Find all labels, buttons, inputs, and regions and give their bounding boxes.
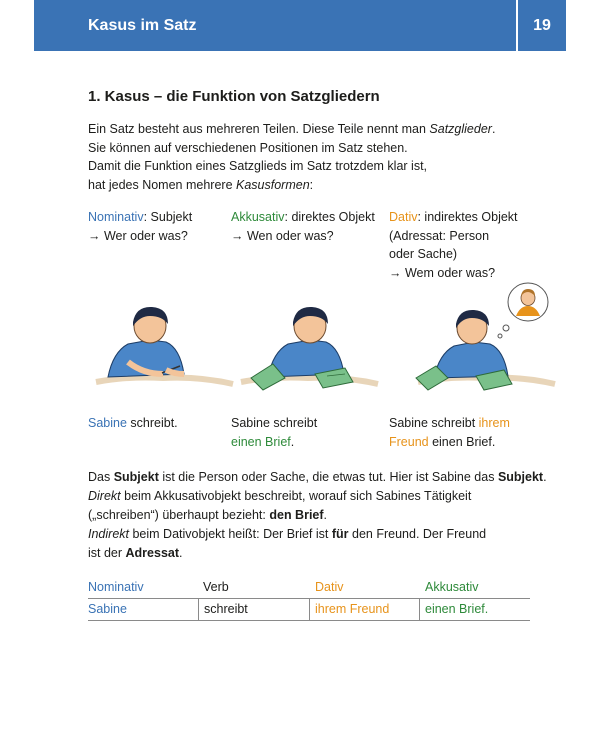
table-column-divider (309, 598, 310, 620)
case-name-nominativ: Nominativ (88, 210, 144, 224)
case-name-dativ: Dativ (389, 210, 418, 224)
explanation-paragraph: Das Subjekt ist die Person oder Sache, die etwas tut. Hier ist Sabine das Subjekt. Direkt beim Akkusativobjekt beschreibt, worauf sich Sabines Tätigkeit („schreiben“) überhaupt bezieht: den Brief. Indirekt beim Dativobjekt heißt: Der Brief ist für den Freund. Der Freund ist der Adressat. (88, 470, 547, 560)
table-bottom-rule (88, 620, 530, 621)
intro-line-1: Ein Satz besteht aus mehreren Teilen. Diese Teile nennt man Satzglieder. (88, 122, 496, 136)
dative-ihrem: ihrem (478, 416, 510, 430)
chapter-title: Kasus im Satz (88, 17, 197, 34)
intro-line-3: Damit die Funktion eines Satzglieds im Satz trotzdem klar ist, (88, 159, 428, 173)
case-question: → Wen oder was? (231, 228, 334, 243)
page-header (34, 0, 566, 51)
illustration-sabine-thinking-of-friend (410, 282, 560, 407)
table-header-dativ: Dativ (315, 580, 344, 594)
caption-dativ: Sabine schreibt ihrem Freund einen Brief. (389, 416, 510, 449)
dative-freund: Freund (389, 434, 429, 449)
intro-line-4: hat jedes Nomen mehrere Kasusformen: (88, 177, 314, 192)
case-nominativ: Nominativ: Subjekt → Wer oder was? (88, 208, 192, 245)
table-header-akkusativ: Akkusativ (425, 580, 479, 594)
illustration-sabine-writing (88, 282, 238, 407)
table-column-divider (198, 598, 199, 620)
term-satzglieder: Satzglieder (429, 122, 492, 136)
object-einen-brief: einen Brief (231, 434, 291, 449)
table-column-divider (419, 598, 420, 620)
caption-akkusativ: Sabine schreibt einen Brief. (231, 416, 318, 449)
table-cell-dative: ihrem Freund (315, 602, 390, 616)
table-cell-subject: Sabine (88, 602, 127, 616)
intro-paragraph (88, 120, 528, 194)
page-number: 19 (533, 17, 551, 34)
subject-sabine: Sabine (88, 416, 127, 430)
term-kasusformen: Kasusformen (236, 177, 310, 192)
case-question: → Wem oder was? (389, 265, 496, 280)
table-cell-verb: schreibt (204, 602, 248, 616)
section-title: 1. Kasus – die Funktion von Satzgliedern (88, 88, 380, 105)
case-name-akkusativ: Akkusativ (231, 210, 285, 224)
caption-nominativ: Sabine schreibt. (88, 416, 178, 430)
illustration-sabine-letter (233, 282, 383, 407)
table-header-verb: Verb (203, 580, 229, 594)
table-cell-accusative: einen Brief. (425, 602, 489, 616)
case-question: → Wer oder was? (88, 228, 188, 243)
case-dativ: Dativ: indirektes Objekt (Adressat: Person oder Sache) → Wem oder was? (389, 208, 518, 282)
table-header-nominativ: Nominativ (88, 580, 144, 594)
case-akkusativ: Akkusativ: direktes Objekt → Wen oder was? (231, 208, 375, 245)
intro-line-2: Sie können auf verschiedenen Positionen im Satz stehen. (88, 140, 408, 155)
